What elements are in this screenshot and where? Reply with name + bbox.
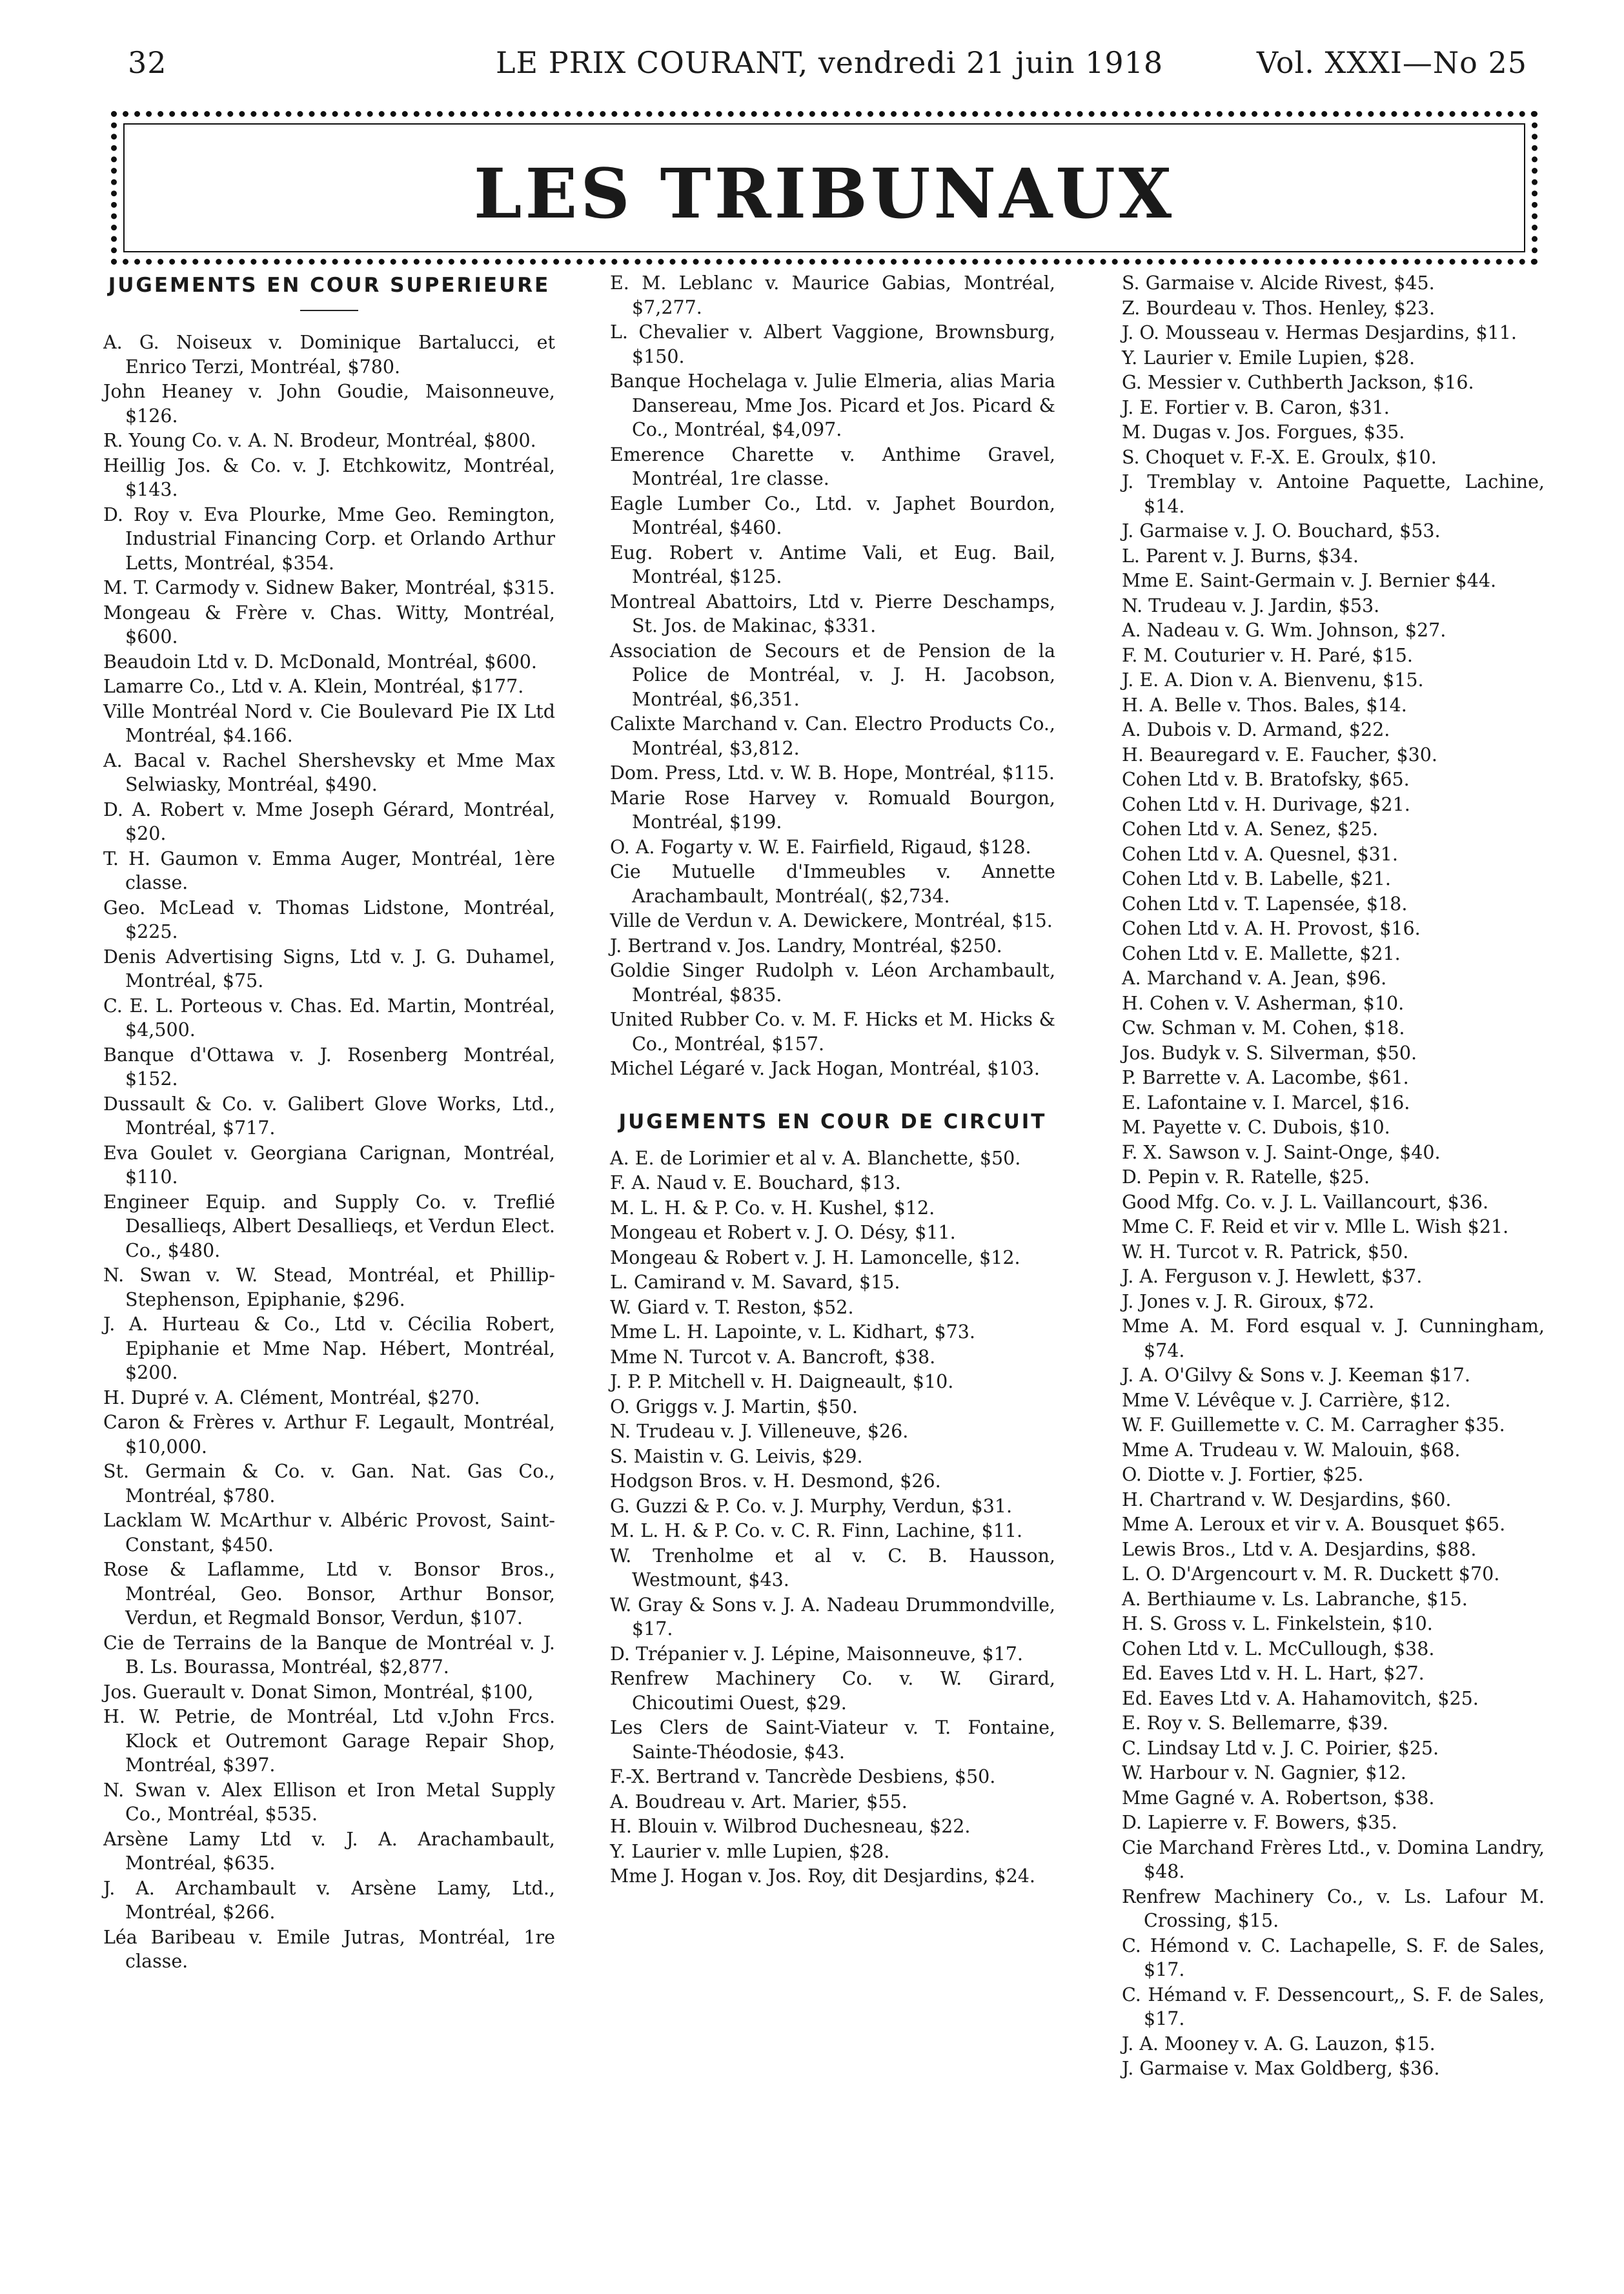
judgment-entry: G. Guzzi & P. Co. v. J. Murphy, Verdun, $31. bbox=[610, 1495, 1013, 1517]
section-rule bbox=[300, 310, 358, 311]
judgment-entry: Dom. Press, Ltd. v. W. B. Hope, Montréal, $115. bbox=[610, 762, 1055, 784]
judgment-entry: Cie Marchand Frères Ltd., v. Domina Landry, $48. bbox=[1122, 1836, 1545, 1882]
judgment-entry: Mongeau et Robert v. J. O. Désy, $11. bbox=[610, 1222, 956, 1243]
judgment-entry: W. Harbour v. N. Gagnier, $12. bbox=[1122, 1762, 1406, 1783]
judgment-entry: D. A. Robert v. Mme Joseph Gérard, Montréal, $20. bbox=[103, 798, 555, 844]
judgment-entry: Mme V. Lévêque v. J. Carrière, $12. bbox=[1122, 1389, 1451, 1411]
judgment-entry: Cie de Terrains de la Banque de Montréal v. J. B. Ls. Bourassa, Montréal, $2,877. bbox=[103, 1632, 555, 1678]
judgment-entry: H. Beauregard v. E. Faucher, $30. bbox=[1122, 744, 1437, 766]
judgment-entry: L. Chevalier v. Albert Vaggione, Brownsburg, $150. bbox=[610, 321, 1055, 367]
judgment-entry: Engineer Equip. and Supply Co. v. Treflié Desallieqs, Albert Desallieqs, et Verdun Elect. Co., $480. bbox=[103, 1191, 555, 1261]
section-title-circuit: JUGEMENTS EN COUR DE CIRCUIT bbox=[618, 1110, 1047, 1133]
judgment-entry: Renfrew Machinery Co., v. Ls. Lafour M. Crossing, $15. bbox=[1122, 1885, 1545, 1931]
judgment-entry: Arsène Lamy Ltd v. J. A. Arachambault, Montréal, $635. bbox=[103, 1828, 555, 1874]
judgment-entry: Denis Advertising Signs, Ltd v. J. G. Duhamel, Montréal, $75. bbox=[103, 946, 555, 991]
judgment-entry: M. L. H. & P. Co. v. C. R. Finn, Lachine, $11. bbox=[610, 1520, 1023, 1541]
judgment-entry: Mongeau & Robert v. J. H. Lamoncelle, $12. bbox=[610, 1246, 1020, 1268]
judgment-entry: Léa Baribeau v. Emile Jutras, Montréal, 1re classe. bbox=[103, 1926, 555, 1972]
judgment-entry: M. Dugas v. Jos. Forgues, $35. bbox=[1122, 421, 1405, 443]
judgment-entry: Ville Montréal Nord v. Cie Boulevard Pie IX Ltd Montréal, $4.166. bbox=[103, 700, 555, 746]
judgment-entry: H. W. Petrie, de Montréal, Ltd v.John Frcs. Klock et Outremont Garage Repair Shop, Montréal, $397. bbox=[103, 1706, 555, 1776]
judgment-entry: Cohen Ltd v. A. Senez, $25. bbox=[1122, 818, 1379, 840]
judgment-entry: H. Chartrand v. W. Desjardins, $60. bbox=[1122, 1488, 1452, 1510]
judgment-entry: St. Germain & Co. v. Gan. Nat. Gas Co., Montréal, $780. bbox=[103, 1461, 555, 1507]
judgment-entry: Caron & Frères v. Arthur F. Legault, Montréal, $10,000. bbox=[103, 1412, 555, 1457]
judgment-entry: Dussault & Co. v. Galibert Glove Works, Ltd., Montréal, $717. bbox=[103, 1093, 555, 1139]
judgment-entry: N. Trudeau v. J. Jardin, $53. bbox=[1122, 594, 1380, 616]
judgment-entry: R. Young Co. v. A. N. Brodeur, Montréal, $800. bbox=[103, 430, 536, 451]
judgment-entry: N. Swan v. W. Stead, Montréal, et Phillip-Stephenson, Epiphanie, $296. bbox=[103, 1264, 555, 1310]
banner-inner-frame bbox=[123, 123, 1525, 252]
judgment-list-superieure bbox=[103, 330, 555, 1974]
judgment-entry: H. Blouin v. Wilbrod Duchesneau, $22. bbox=[610, 1816, 971, 1837]
judgment-entry: C. Hémond v. C. Lachapelle, S. F. de Sales, $17. bbox=[1122, 1934, 1545, 1980]
section-gap bbox=[610, 1082, 1055, 1108]
judgment-entry: Mongeau & Frère v. Chas. Witty, Montréal, $600. bbox=[103, 602, 555, 647]
judgment-entry: E. M. Leblanc v. Maurice Gabias, Montréal, $7,277. bbox=[610, 272, 1055, 318]
judgment-entry: J. E. A. Dion v. A. Bienvenu, $15. bbox=[1122, 669, 1424, 691]
judgment-entry: J. A. Ferguson v. J. Hewlett, $37. bbox=[1122, 1266, 1423, 1287]
judgment-entry: F. M. Couturier v. H. Paré, $15. bbox=[1122, 644, 1413, 666]
judgment-list-circuit bbox=[610, 1146, 1055, 1889]
judgment-entry: P. Barrette v. A. Lacombe, $61. bbox=[1122, 1067, 1409, 1088]
page-number: 32 bbox=[128, 45, 167, 80]
judgment-entry: Cohen Ltd v. A. Quesnel, $31. bbox=[1122, 843, 1398, 865]
judgment-entry: D. Pepin v. R. Ratelle, $25. bbox=[1122, 1166, 1370, 1188]
judgment-entry: Renfrew Machinery Co. v. W. Girard, Chicoutimi Ouest, $29. bbox=[610, 1668, 1055, 1714]
judgment-entry: C. Hémand v. F. Dessencourt,, S. F. de Sales, $17. bbox=[1122, 1984, 1545, 2029]
judgment-entry: Mme A. M. Ford esqual v. J. Cunningham, $74. bbox=[1122, 1315, 1545, 1361]
judgment-entry: Calixte Marchand v. Can. Electro Products Co., Montréal, $3,812. bbox=[610, 713, 1055, 759]
judgment-list-circuit-cont bbox=[1122, 271, 1545, 2081]
judgment-entry: Marie Rose Harvey v. Romuald Bourgon, Montréal, $199. bbox=[610, 787, 1055, 833]
judgment-entry: J. Jones v. J. R. Giroux, $72. bbox=[1122, 1290, 1375, 1312]
judgment-entry: H. Dupré v. A. Clément, Montréal, $270. bbox=[103, 1386, 480, 1408]
judgment-entry: Eug. Robert v. Antime Vali, et Eug. Bail, Montréal, $125. bbox=[610, 542, 1055, 587]
judgment-entry: A. E. de Lorimier et al v. A. Blanchette, $50. bbox=[610, 1147, 1021, 1169]
judgment-entry: J. A. Hurteau & Co., Ltd v. Cécilia Robert, Epiphanie et Mme Nap. Hébert, Montréal, $200. bbox=[103, 1314, 555, 1383]
judgment-entry: Geo. McLead v. Thomas Lidstone, Montréal, $225. bbox=[103, 897, 555, 942]
judgment-entry: T. H. Gaumon v. Emma Auger, Montréal, 1ère classe. bbox=[103, 848, 555, 893]
volume-number: Vol. XXXI—No 25 bbox=[1256, 45, 1527, 80]
judgment-entry: S. Choquet v. F.-X. E. Groulx, $10. bbox=[1122, 446, 1437, 468]
judgment-entry: Emerence Charette v. Anthime Gravel, Montréal, 1re classe. bbox=[610, 443, 1055, 489]
judgment-entry: A. Bacal v. Rachel Shershevsky et Mme Max Selwiasky, Montréal, $490. bbox=[103, 749, 555, 795]
judgment-entry: D. Roy v. Eva Plourke, Mme Geo. Remington, Industrial Financing Corp. et Orlando Arthur Letts, Montréal, $354. bbox=[103, 503, 555, 574]
judgment-entry: A. Nadeau v. G. Wm. Johnson, $27. bbox=[1122, 620, 1446, 641]
judgment-entry: Beaudoin Ltd v. D. McDonald, Montréal, $600. bbox=[103, 651, 537, 673]
judgment-entry: J. E. Fortier v. B. Caron, $31. bbox=[1122, 396, 1390, 418]
journal-title: LE PRIX COURANT, vendredi 21 juin 1918 bbox=[496, 45, 1164, 80]
judgment-entry: Rose & Laflamme, Ltd v. Bonsor Bros., Montréal, Geo. Bonsor, Arthur Bonsor, Verdun, et Regmald Bonsor, Verdun, $107. bbox=[103, 1559, 555, 1629]
judgment-entry: W. Trenholme et al v. C. B. Hausson, Westmount, $43. bbox=[610, 1545, 1055, 1590]
judgment-entry: N. Swan v. Alex Ellison et Iron Metal Supply Co., Montréal, $535. bbox=[103, 1779, 555, 1825]
judgment-entry: W. H. Turcot v. R. Patrick, $50. bbox=[1122, 1241, 1409, 1263]
judgment-entry: Mme C. F. Reid et vir v. Mlle L. Wish $21. bbox=[1122, 1216, 1509, 1237]
judgment-entry: L. O. D'Argencourt v. M. R. Duckett $70. bbox=[1122, 1563, 1500, 1585]
judgment-entry: J. P. P. Mitchell v. H. Daigneault, $10. bbox=[610, 1371, 954, 1392]
judgment-entry: A. G. Noiseux v. Dominique Bartalucci, et Enrico Terzi, Montréal, $780. bbox=[103, 332, 555, 378]
column-1 bbox=[103, 271, 555, 1974]
judgment-entry: Ed. Eaves Ltd v. H. L. Hart, $27. bbox=[1122, 1663, 1425, 1684]
judgment-entry: Mme Gagné v. A. Robertson, $38. bbox=[1122, 1787, 1435, 1809]
judgment-entry: Mme E. Saint-Germain v. J. Bernier $44. bbox=[1122, 570, 1497, 591]
judgment-entry: Cohen Ltd v. L. McCullough, $38. bbox=[1122, 1638, 1435, 1660]
judgment-entry: Mme L. H. Lapointe, v. L. Kidhart, $73. bbox=[610, 1321, 975, 1343]
judgment-entry: J. A. O'Gilvy & Sons v. J. Keeman $17. bbox=[1122, 1365, 1470, 1386]
judgment-entry: Ville de Verdun v. A. Dewickere, Montréal, $15. bbox=[610, 910, 1053, 931]
judgment-entry: Hodgson Bros. v. H. Desmond, $26. bbox=[610, 1470, 941, 1492]
judgment-entry: E. Lafontaine v. I. Marcel, $16. bbox=[1122, 1091, 1410, 1113]
judgment-entry: D. Trépanier v. J. Lépine, Maisonneuve, $17. bbox=[610, 1643, 1023, 1665]
judgment-entry: Mme A. Trudeau v. W. Malouin, $68. bbox=[1122, 1439, 1461, 1461]
judgment-entry: Association de Secours et de Pension de la Police de Montréal, v. J. H. Jacobson, Montréal, $6,351. bbox=[610, 640, 1055, 710]
judgment-entry: Good Mfg. Co. v. J. L. Vaillancourt, $36. bbox=[1122, 1191, 1489, 1213]
judgment-entry: N. Trudeau v. J. Villeneuve, $26. bbox=[610, 1421, 909, 1442]
judgment-entry: Jos. Guerault v. Donat Simon, Montréal, $100, bbox=[103, 1681, 534, 1703]
judgment-entry: Z. Bourdeau v. Thos. Henley, $23. bbox=[1122, 297, 1436, 319]
judgment-entry: L. Camirand v. M. Savard, $15. bbox=[610, 1272, 900, 1293]
section-banner bbox=[111, 111, 1538, 265]
judgment-entry: D. Lapierre v. F. Bowers, $35. bbox=[1122, 1812, 1397, 1833]
judgment-entry: John Heaney v. John Goudie, Maisonneuve, $126. bbox=[103, 381, 555, 427]
judgment-entry: J. A. Archambault v. Arsène Lamy, Ltd., Montréal, $266. bbox=[103, 1877, 555, 1923]
judgment-entry: M. L. H. & P. Co. v. H. Kushel, $12. bbox=[610, 1197, 935, 1219]
judgment-entry: Lewis Bros., Ltd v. A. Desjardins, $88. bbox=[1122, 1538, 1477, 1560]
judgment-entry: O. Griggs v. J. Martin, $50. bbox=[610, 1396, 858, 1417]
judgment-entry: Goldie Singer Rudolph v. Léon Archambault, Montréal, $835. bbox=[610, 960, 1055, 1006]
judgment-entry: Lamarre Co., Ltd v. A. Klein, Montréal, $177. bbox=[103, 676, 524, 697]
judgment-entry: United Rubber Co. v. M. F. Hicks et M. Hicks & Co., Montréal, $157. bbox=[610, 1009, 1055, 1055]
judgment-entry: C. E. L. Porteous v. Chas. Ed. Martin, Montréal, $4,500. bbox=[103, 995, 555, 1040]
judgment-entry: J. Garmaise v. J. O. Bouchard, $53. bbox=[1122, 520, 1441, 542]
judgment-entry: Eagle Lumber Co., Ltd. v. Japhet Bourdon, Montréal, $460. bbox=[610, 492, 1055, 538]
judgment-entry: O. A. Fogarty v. W. E. Fairfield, Rigaud, $128. bbox=[610, 836, 1031, 858]
judgment-entry: Cw. Schman v. M. Cohen, $18. bbox=[1122, 1017, 1405, 1039]
judgment-entry: W. F. Guillemette v. C. M. Carragher $35. bbox=[1122, 1414, 1505, 1436]
judgment-entry: S. Garmaise v. Alcide Rivest, $45. bbox=[1122, 272, 1435, 294]
running-header bbox=[128, 45, 1527, 81]
judgment-entry: Mme J. Hogan v. Jos. Roy, dit Desjardins, $24. bbox=[610, 1865, 1035, 1887]
judgment-entry: G. Messier v. Cuthberth Jackson, $16. bbox=[1122, 372, 1474, 393]
judgment-entry: Heillig Jos. & Co. v. J. Etchkowitz, Montréal, $143. bbox=[103, 454, 555, 500]
judgment-entry: H. S. Gross v. L. Finkelstein, $10. bbox=[1122, 1613, 1433, 1634]
judgment-entry: A. Dubois v. D. Armand, $22. bbox=[1122, 719, 1390, 740]
judgment-entry: Cohen Ltd v. T. Lapensée, $18. bbox=[1122, 893, 1408, 915]
judgment-entry: Jos. Budyk v. S. Silverman, $50. bbox=[1122, 1042, 1417, 1064]
judgment-entry: A. Berthiaume v. Ls. Labranche, $15. bbox=[1122, 1588, 1468, 1610]
judgment-entry: C. Lindsay Ltd v. J. C. Poirier, $25. bbox=[1122, 1737, 1439, 1759]
judgment-entry: Cie Mutuelle d'Immeubles v. Annette Arachambault, Montréal(, $2,734. bbox=[610, 861, 1055, 907]
judgment-entry: S. Maistin v. G. Leivis, $29. bbox=[610, 1445, 863, 1467]
judgment-entry: Y. Laurier v. mlle Lupien, $28. bbox=[610, 1840, 890, 1862]
judgment-entry: Y. Laurier v. Emile Lupien, $28. bbox=[1122, 347, 1416, 369]
judgment-entry: Banque d'Ottawa v. J. Rosenberg Montréal, $152. bbox=[103, 1044, 555, 1090]
judgment-entry: M. Payette v. C. Dubois, $10. bbox=[1122, 1117, 1390, 1138]
judgment-entry: Ed. Eaves Ltd v. A. Hahamovitch, $25. bbox=[1122, 1687, 1479, 1709]
judgment-entry: E. Roy v. S. Bellemarre, $39. bbox=[1122, 1712, 1388, 1734]
judgment-entry: H. A. Belle v. Thos. Bales, $14. bbox=[1122, 694, 1407, 716]
judgment-entry: Mme N. Turcot v. A. Bancroft, $38. bbox=[610, 1346, 936, 1368]
judgment-entry: Cohen Ltd v. E. Mallette, $21. bbox=[1122, 942, 1401, 964]
judgment-entry: Cohen Ltd v. B. Labelle, $21. bbox=[1122, 868, 1391, 889]
judgment-list-superieure-cont bbox=[610, 271, 1055, 1081]
judgment-entry: Cohen Ltd v. H. Durivage, $21. bbox=[1122, 793, 1410, 815]
section-title-superieure: JUGEMENTS EN COUR SUPERIEURE bbox=[108, 274, 551, 297]
column-3 bbox=[1122, 271, 1545, 2082]
judgment-entry: Eva Goulet v. Georgiana Carignan, Montréal, $110. bbox=[103, 1142, 555, 1188]
banner-title: LES TRIBUNAUX bbox=[473, 153, 1175, 234]
column-2 bbox=[610, 271, 1055, 1889]
judgment-entry: F. X. Sawson v. J. Saint-Onge, $40. bbox=[1122, 1141, 1441, 1163]
judgment-entry: A. Marchand v. A. Jean, $96. bbox=[1122, 968, 1387, 989]
judgment-entry: F. A. Naud v. E. Bouchard, $13. bbox=[610, 1172, 901, 1193]
judgment-entry: Cohen Ltd v. B. Bratofsky, $65. bbox=[1122, 769, 1410, 790]
judgment-entry: Lacklam W. McArthur v. Albéric Provost, Saint-Constant, $450. bbox=[103, 1510, 555, 1556]
judgment-entry: J. A. Mooney v. A. G. Lauzon, $15. bbox=[1122, 2033, 1436, 2055]
judgment-entry: H. Cohen v. V. Asherman, $10. bbox=[1122, 992, 1405, 1014]
judgment-entry: O. Diotte v. J. Fortier, $25. bbox=[1122, 1464, 1364, 1485]
judgment-entry: A. Boudreau v. Art. Marier, $55. bbox=[610, 1791, 908, 1812]
judgment-entry: Cohen Ltd v. A. H. Provost, $16. bbox=[1122, 918, 1421, 939]
judgment-entry: J. Tremblay v. Antoine Paquette, Lachine, $14. bbox=[1122, 471, 1545, 517]
judgment-entry: Mme A. Leroux et vir v. A. Bousquet $65. bbox=[1122, 1514, 1506, 1535]
judgment-entry: F.-X. Bertrand v. Tancrède Desbiens, $50. bbox=[610, 1766, 996, 1787]
judgment-entry: Les Clers de Saint-Viateur v. T. Fontaine, Sainte-Théodosie, $43. bbox=[610, 1717, 1055, 1763]
judgment-entry: Banque Hochelaga v. Julie Elmeria, alias Maria Dansereau, Mme Jos. Picard et Jos. Picard & Co., Montréal, $4,097. bbox=[610, 370, 1055, 440]
judgment-entry: J. Bertrand v. Jos. Landry, Montréal, $250. bbox=[610, 935, 1002, 957]
judgment-entry: J. O. Mousseau v. Hermas Desjardins, $11. bbox=[1122, 322, 1517, 343]
judgment-entry: Michel Légaré v. Jack Hogan, Montréal, $103. bbox=[610, 1058, 1040, 1079]
judgment-entry: Montreal Abattoirs, Ltd v. Pierre Deschamps, St. Jos. de Makinac, $331. bbox=[610, 591, 1055, 636]
judgment-entry: J. Garmaise v. Max Goldberg, $36. bbox=[1122, 2058, 1440, 2079]
judgment-entry: L. Parent v. J. Burns, $34. bbox=[1122, 545, 1359, 567]
judgment-entry: W. Giard v. T. Reston, $52. bbox=[610, 1296, 854, 1318]
judgment-entry: W. Gray & Sons v. J. A. Nadeau Drummondville, $17. bbox=[610, 1594, 1055, 1639]
judgment-entry: M. T. Carmody v. Sidnew Baker, Montréal, $315. bbox=[103, 577, 555, 598]
